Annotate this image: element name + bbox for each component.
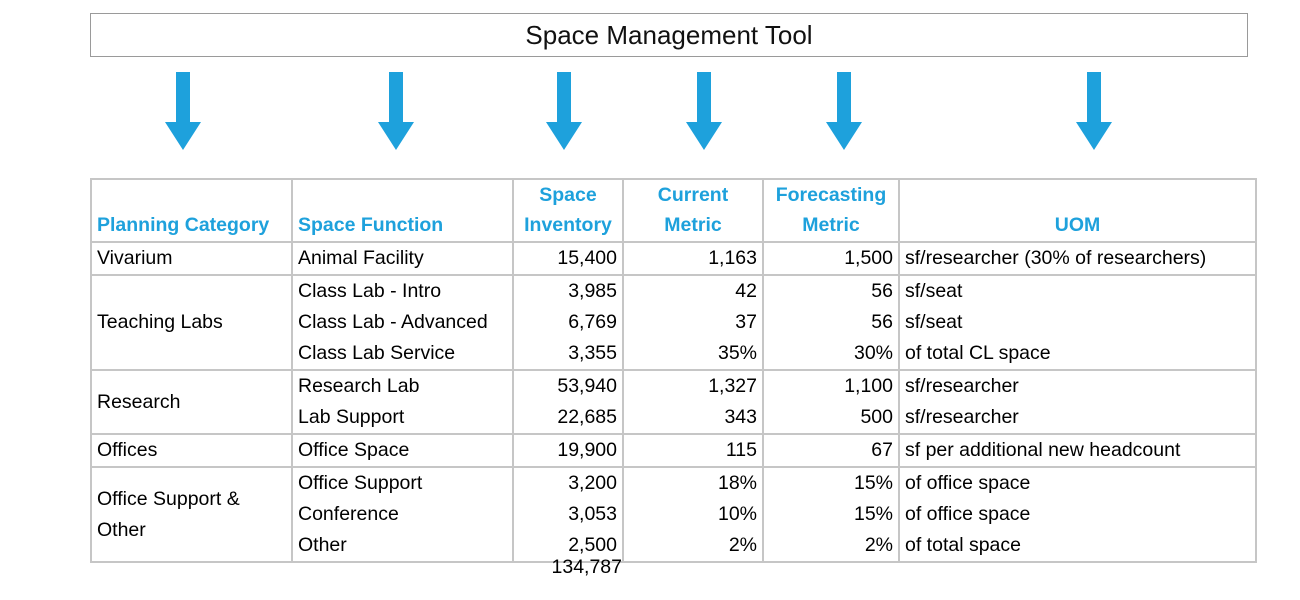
current-metric-cell: 18% [623, 467, 763, 499]
uom-cell: sf/seat [899, 275, 1256, 307]
down-arrow-icon [826, 72, 862, 150]
table-row [91, 242, 1256, 275]
uom-cell: of total CL space [899, 338, 1256, 370]
page-title: Space Management Tool [90, 13, 1248, 57]
current-metric-cell: 37 [623, 307, 763, 338]
current-metric-cell: 2% [623, 530, 763, 562]
forecast-metric-cell: 15% [763, 467, 899, 499]
inventory-cell: 22,685 [513, 402, 623, 434]
category-cell: Research [91, 370, 292, 434]
forecast-metric-cell: 56 [763, 307, 899, 338]
table-row [91, 370, 1256, 402]
forecast-metric-cell: 500 [763, 402, 899, 434]
down-arrow-icon [1076, 72, 1112, 150]
function-cell: Class Lab Service [292, 338, 513, 370]
function-cell: Office Support [292, 467, 513, 499]
table-header-row [91, 179, 1256, 242]
space-table [90, 178, 1257, 563]
function-cell: Class Lab - Intro [292, 275, 513, 307]
function-cell: Class Lab - Advanced [292, 307, 513, 338]
total-inventory: 134,787 [551, 556, 622, 578]
down-arrow-icon [546, 72, 582, 150]
function-cell: Lab Support [292, 402, 513, 434]
forecast-metric-cell: 15% [763, 499, 899, 530]
header-space-function: Space Function [292, 179, 513, 242]
current-metric-cell: 10% [623, 499, 763, 530]
forecast-metric-cell: 56 [763, 275, 899, 307]
uom-cell: of total space [899, 530, 1256, 562]
forecast-metric-cell: 1,100 [763, 370, 899, 402]
function-cell: Office Space [292, 434, 513, 467]
function-cell: Animal Facility [292, 242, 513, 275]
uom-cell: of office space [899, 467, 1256, 499]
down-arrow-icon [378, 72, 414, 150]
inventory-cell: 3,355 [513, 338, 623, 370]
header-planning-category: Planning Category [91, 179, 292, 242]
table-row [91, 467, 1256, 499]
uom-cell: sf/seat [899, 307, 1256, 338]
uom-cell: sf/researcher (30% of researchers) [899, 242, 1256, 275]
current-metric-cell: 115 [623, 434, 763, 467]
category-cell: Offices [91, 434, 292, 467]
current-metric-cell: 343 [623, 402, 763, 434]
function-cell: Other [292, 530, 513, 562]
uom-cell: sf/researcher [899, 370, 1256, 402]
table-row [91, 275, 1256, 307]
inventory-cell: 3,985 [513, 275, 623, 307]
uom-cell: sf per additional new headcount [899, 434, 1256, 467]
table-row [91, 434, 1256, 467]
header-uom: UOM [899, 179, 1256, 242]
inventory-cell: 2,500 [513, 530, 623, 562]
current-metric-cell: 35% [623, 338, 763, 370]
header-space-inventory: Space Inventory [513, 179, 623, 242]
inventory-cell: 53,940 [513, 370, 623, 402]
uom-cell: of office space [899, 499, 1256, 530]
down-arrow-icon [686, 72, 722, 150]
header-current-metric: Current Metric [623, 179, 763, 242]
forecast-metric-cell: 30% [763, 338, 899, 370]
current-metric-cell: 1,163 [623, 242, 763, 275]
category-cell: Vivarium [91, 242, 292, 275]
forecast-metric-cell: 1,500 [763, 242, 899, 275]
current-metric-cell: 1,327 [623, 370, 763, 402]
inventory-cell: 15,400 [513, 242, 623, 275]
inventory-cell: 19,900 [513, 434, 623, 467]
uom-cell: sf/researcher [899, 402, 1256, 434]
header-forecasting-metric: Forecasting Metric [763, 179, 899, 242]
down-arrow-icon [165, 72, 201, 150]
forecast-metric-cell: 2% [763, 530, 899, 562]
category-cell: Teaching Labs [91, 275, 292, 370]
inventory-cell: 6,769 [513, 307, 623, 338]
forecast-metric-cell: 67 [763, 434, 899, 467]
function-cell: Research Lab [292, 370, 513, 402]
current-metric-cell: 42 [623, 275, 763, 307]
inventory-cell: 3,053 [513, 499, 623, 530]
category-cell: Office Support & Other [91, 467, 292, 562]
function-cell: Conference [292, 499, 513, 530]
inventory-cell: 3,200 [513, 467, 623, 499]
